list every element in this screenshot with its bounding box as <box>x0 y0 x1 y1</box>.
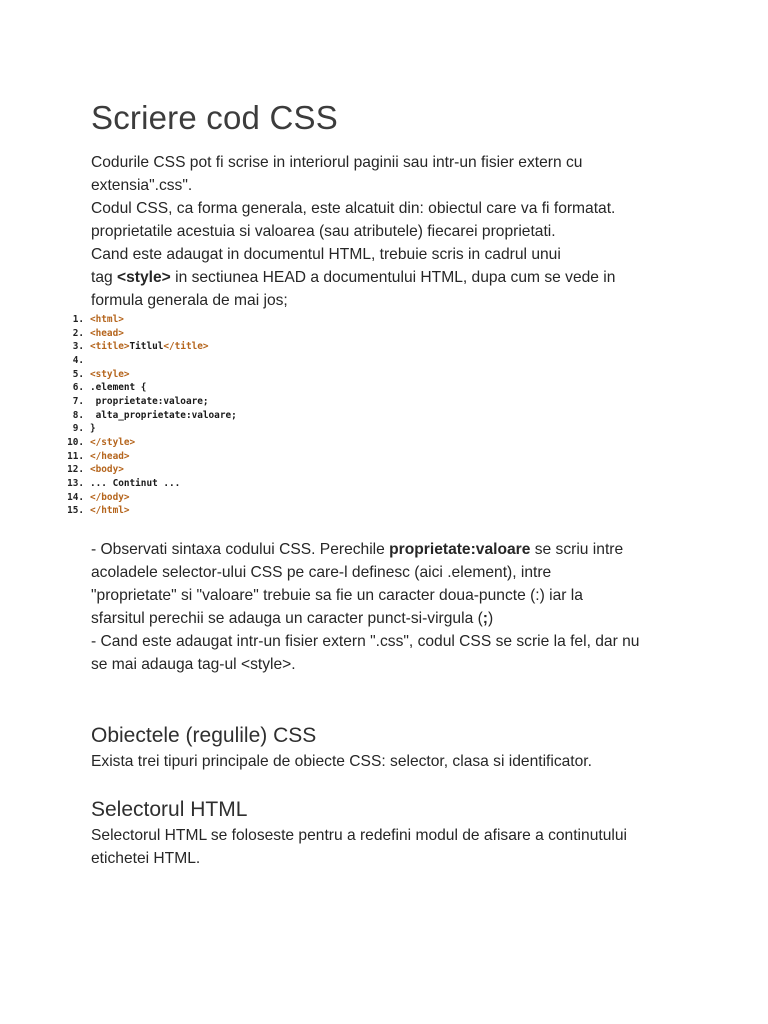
section-html-selector-line-2: etichetei HTML. <box>91 850 201 867</box>
code-line-text <box>90 313 124 327</box>
code-html-tag: </style> <box>90 436 136 448</box>
code-line <box>64 463 364 477</box>
code-line <box>64 340 364 354</box>
code-line-number: 7. <box>72 395 84 407</box>
code-line <box>64 422 364 436</box>
code-line <box>64 313 364 327</box>
section-html-selector-text <box>91 824 691 870</box>
intro-line-5: Cand este adaugat in documentul HTML, trebuie scris in cadrul unui <box>91 246 561 263</box>
section-css-objects-text <box>91 750 691 773</box>
notes-line-4 <box>91 607 691 630</box>
notes-line-1-post: se scriu intre <box>530 541 624 558</box>
code-line <box>64 409 364 423</box>
code-line-number: 12. <box>67 464 84 476</box>
notes-line-4-pre: sfarsitul perechii se adauga un caracter punct-si-virgula ( <box>91 610 483 627</box>
code-line-text <box>90 463 124 477</box>
code-html-tag: <body> <box>90 464 124 476</box>
code-line-text <box>90 504 130 518</box>
page-title: Scriere cod CSS <box>91 99 338 136</box>
intro-paragraph <box>91 151 691 312</box>
code-line-number: 3. <box>72 341 84 353</box>
code-line-number: 1. <box>72 314 84 325</box>
style-tag-bold: <style> <box>117 269 171 286</box>
code-html-tag: <title> <box>90 341 130 353</box>
code-text: proprietate:valoare; <box>90 395 209 407</box>
code-line <box>64 354 364 368</box>
code-line-number: 9. <box>72 423 84 435</box>
section-html-selector <box>91 796 691 870</box>
code-line-text <box>90 477 180 491</box>
code-line <box>64 477 364 491</box>
code-html-tag: </html> <box>90 505 130 517</box>
code-line <box>64 327 364 341</box>
notes-line-4-post: ) <box>487 610 494 627</box>
code-text: .element { <box>90 382 147 394</box>
intro-line-6-pre: tag <box>91 269 118 286</box>
section-css-objects-heading: Obiectele (regulile) CSS <box>91 724 317 747</box>
code-html-tag: <html> <box>90 314 124 325</box>
section-css-objects <box>91 722 691 773</box>
code-line <box>64 450 364 464</box>
code-line-text <box>90 436 135 450</box>
code-text: } <box>90 423 96 435</box>
intro-line-6-post: in sectiunea HEAD a documentului HTML, dupa cum se vede in <box>170 269 616 286</box>
code-line <box>64 436 364 450</box>
code-html-tag: </body> <box>90 491 130 503</box>
code-line-text <box>90 368 130 382</box>
intro-line-2: extensia".css". <box>91 177 193 194</box>
code-text: alta_proprietate:valoare; <box>90 409 237 421</box>
notes-line-6: se mai adauga tag-ul <style>. <box>91 656 296 673</box>
code-line-number: 14. <box>67 491 84 503</box>
intro-line-6 <box>91 266 691 289</box>
code-line <box>64 368 364 382</box>
notes-line-1 <box>91 538 691 561</box>
code-line-text <box>90 409 237 423</box>
code-html-tag: <style> <box>90 368 130 380</box>
notes-line-2: acoladele selector-ului CSS pe care-l definesc (aici .element), intre <box>91 564 552 581</box>
code-line-number: 8. <box>72 409 84 421</box>
notes-line-4-bold: ; <box>482 610 488 627</box>
notes-paragraph <box>91 538 691 676</box>
notes-line-1-bold: proprietate:valoare <box>389 541 531 558</box>
code-line-number: 11. <box>67 450 84 462</box>
section-html-selector-heading: Selectorul HTML <box>91 798 248 821</box>
code-html-tag: </head> <box>90 450 130 462</box>
code-line-number: 4. <box>72 354 84 366</box>
code-line <box>64 491 364 505</box>
code-line-text <box>90 340 209 354</box>
code-line <box>64 504 364 518</box>
code-line <box>64 395 364 409</box>
code-html-tag: <head> <box>90 327 124 339</box>
section-html-selector-line-1: Selectorul HTML se foloseste pentru a redefini modul de afisare a continutului <box>91 827 627 844</box>
code-line <box>64 381 364 395</box>
code-line-number: 5. <box>72 368 84 380</box>
intro-line-4: proprietatile acestuia si valoarea (sau atributele) fiecarei proprietati. <box>91 223 556 240</box>
notes-line-3: "proprietate" si "valoare" trebuie sa fie un caracter doua-puncte (:) iar la <box>91 587 583 604</box>
code-html-tag: </title> <box>163 341 209 353</box>
code-line-number: 2. <box>72 327 84 339</box>
code-line-number: 6. <box>72 382 84 394</box>
code-text: Titlul <box>129 341 164 353</box>
code-line-text <box>90 422 96 436</box>
intro-line-7: formula generala de mai jos; <box>91 292 288 309</box>
code-line-text <box>90 381 146 395</box>
section-css-objects-line-1: Exista trei tipuri principale de obiecte CSS: selector, clasa si identificator. <box>91 753 592 770</box>
code-line-number: 15. <box>67 505 84 517</box>
intro-line-1: Codurile CSS pot fi scrise in interiorul paginii sau intr-un fisier extern cu <box>91 154 583 171</box>
notes-line-1-pre: - Observati sintaxa codului CSS. Perechile <box>91 541 390 558</box>
document-page <box>91 96 691 312</box>
code-text: ... Continut ... <box>90 477 181 489</box>
intro-line-3: Codul CSS, ca forma generala, este alcatuit din: obiectul care va fi formatat. <box>91 200 616 217</box>
code-line-text <box>90 327 124 341</box>
code-listing <box>64 313 364 518</box>
notes-line-5: - Cand este adaugat intr-un fisier extern ".css", codul CSS se scrie la fel, dar nu <box>91 633 640 650</box>
code-line-text <box>90 450 130 464</box>
code-line-text <box>90 491 130 505</box>
code-line-text <box>90 395 209 409</box>
code-line-number: 10. <box>67 436 84 448</box>
code-line-number: 13. <box>67 477 84 489</box>
